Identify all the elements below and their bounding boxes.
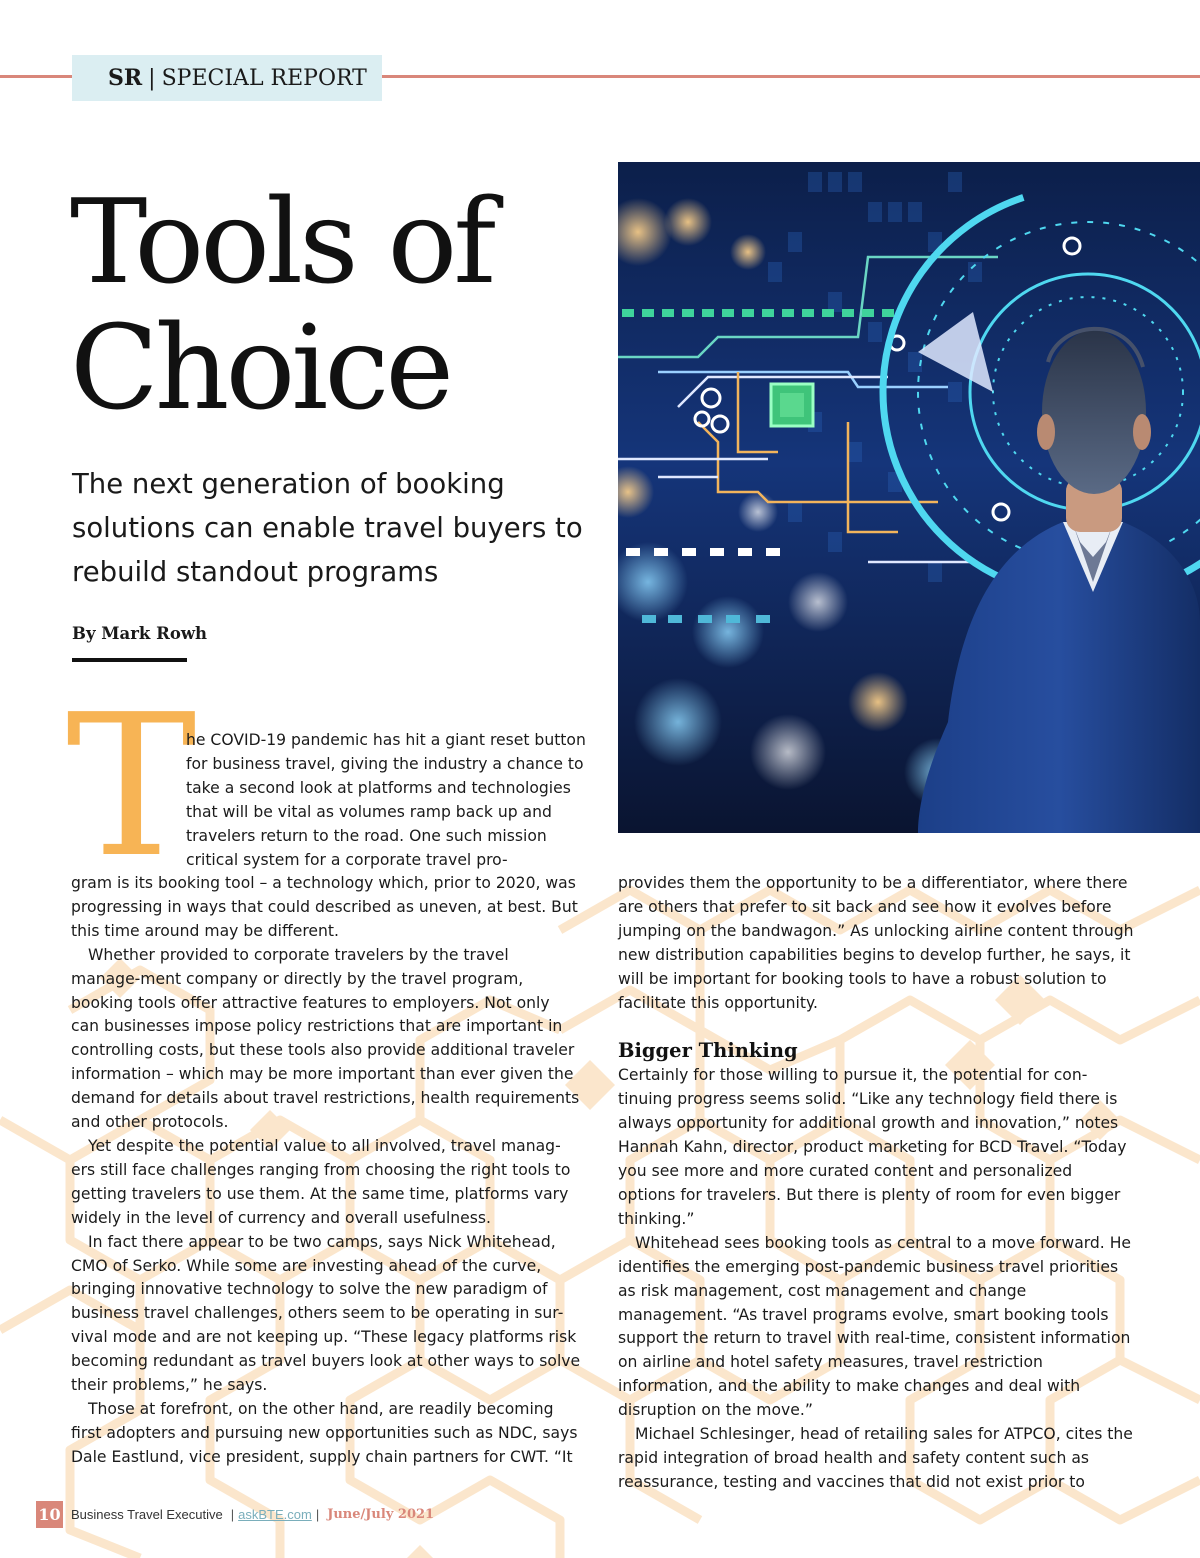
paragraph: Whitehead sees booking tools as central to a move forward. He identifies the emerging post-pandemic business travel priorities as risk management, cost management and change management. “As travel programs evolve, smart booking tools support the return to travel with real-time, consistent information on airline and hotel safety measures, travel restriction information, and the ability to make changes and deal with disruption on the move.” bbox=[618, 1233, 1132, 1420]
section-abbr: SR bbox=[108, 65, 143, 91]
article-dek: The next generation of booking solutions can enable travel buyers to rebuild standout programs bbox=[72, 468, 583, 588]
article-title bbox=[70, 175, 493, 436]
body-column-left-intro bbox=[186, 729, 586, 872]
issue-date: June/July 2021 bbox=[327, 1506, 435, 1522]
footer-separator: | bbox=[230, 1506, 235, 1522]
section-separator: | bbox=[148, 65, 156, 91]
paragraph: he COVID-19 pandemic has hit a giant reset button for business travel, giving the industry a chance to take a second look at platforms and technologies that will be vital as volumes ramp back up and travelers return to the road. One such mission critical system for a corporate travel pro- bbox=[186, 731, 586, 869]
article-title-line-1: Tools of bbox=[70, 175, 493, 310]
paragraph: Michael Schlesinger, head of retailing sales for ATPCO, cites the rapid integration of broad health and safety content such as reassurance, testing and vaccines that did not exist prior to bbox=[618, 1425, 1133, 1491]
paragraph: provides them the opportunity to be a differentiator, where there are others that prefer to sit back and see how it evolves before jumping on the bandwagon.” As unlocking airline content through new distribution capabilities begins to develop further, he says, it will be important for booking tools to have a robust solution to facilitate this opportunity. bbox=[618, 874, 1134, 1012]
hero-image bbox=[618, 162, 1200, 833]
paragraph: Yet despite the potential value to all involved, travel manag-ers still face challenges ranging from choosing the right tools to getting travelers to use them. At the same time, platforms vary widely in the level of currency and overall usefulness. bbox=[71, 1136, 571, 1227]
footer-separator: | bbox=[315, 1506, 320, 1522]
page-number: 10 bbox=[36, 1501, 63, 1528]
paragraph: gram is its booking tool – a technology which, prior to 2020, was progressing in ways that could described as uneven, at best. But this time around may be different. bbox=[71, 874, 578, 940]
byline: By Mark Rowh bbox=[72, 624, 208, 643]
paragraph: Certainly for those willing to pursue it, the potential for con-tinuing progress seems solid. “Like any technology field there is always opportunity for additional growth and innovation,” notes Hannah Kahn, director, product marketing for BCD Travel. “Today you see more and more curated content and personalized options for travelers. But there is plenty of room for even bigger thinking.” bbox=[618, 1066, 1127, 1228]
publication-name: Business Travel Executive bbox=[71, 1506, 223, 1522]
subhead: Bigger Thinking bbox=[618, 1039, 798, 1063]
paragraph: In fact there appear to be two camps, says Nick Whitehead, CMO of Serko. While some are investing ahead of the curve, bringing innovative technology to solve the new paradigm of business travel challenges, others seem to be operating in sur-vival mode and are not keeping up. “These legacy platforms risk becoming redundant as travel buyers look at other ways to solve their problems,” he says. bbox=[71, 1232, 581, 1395]
header-rule-left bbox=[0, 75, 72, 78]
paragraph: Whether provided to corporate travelers by the travel manage-ment company or directly by the travel program, booking tools offer attractive features to employers. Not only can businesses impose policy restrictions that are important in controlling costs, but these tools also provide additional traveler information – which may be more important than ever given the demand for details about travel restrictions, health requirements and other protocols. bbox=[71, 945, 580, 1132]
page-footer bbox=[36, 1500, 434, 1528]
businessman-digital-interface-illustration bbox=[618, 162, 1200, 833]
drop-cap: T bbox=[66, 673, 197, 901]
section-tag bbox=[72, 55, 382, 101]
body-column-right bbox=[618, 872, 1134, 1495]
website-link[interactable]: askBTE.com bbox=[238, 1506, 312, 1522]
section-name: SPECIAL REPORT bbox=[161, 65, 367, 91]
byline-rule bbox=[72, 658, 187, 662]
header-rule-right bbox=[382, 75, 1200, 78]
body-column-left bbox=[71, 872, 581, 1470]
paragraph: Those at forefront, on the other hand, are readily becoming first adopters and pursuing new opportunities such as NDC, says Dale Eastlund, vice president, supply chain partners for CWT. “It bbox=[71, 1399, 578, 1466]
article-title-line-2: Choice bbox=[70, 301, 451, 436]
